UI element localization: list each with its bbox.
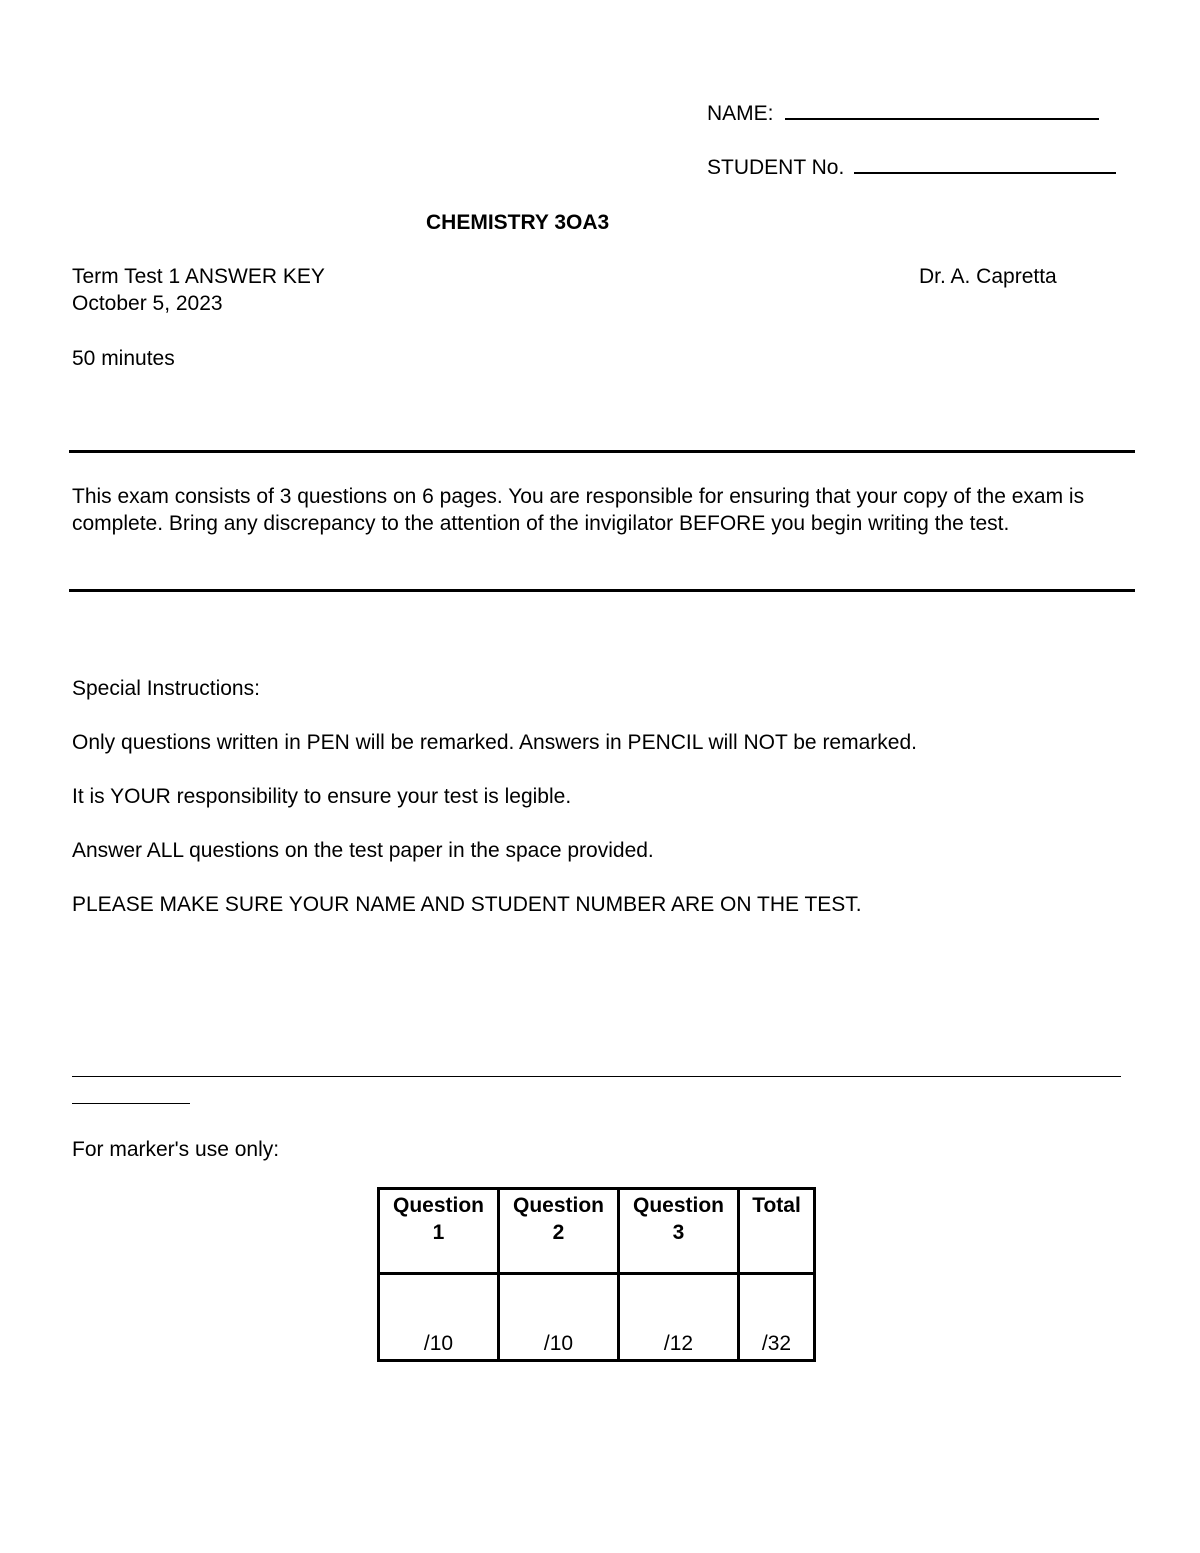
marks-header-line1: Question <box>392 1194 484 1217</box>
instruction-item: It is YOUR responsibility to ensure your test is legible. <box>72 785 572 808</box>
marks-header-cell <box>739 1189 815 1274</box>
marks-table <box>377 1187 816 1362</box>
instruction-item: PLEASE MAKE SURE YOUR NAME AND STUDENT NUMBER ARE ON THE TEST. <box>72 893 862 916</box>
marks-header-cell <box>379 1189 499 1274</box>
separator-line-short <box>72 1103 190 1104</box>
marks-header-line1: Question <box>512 1194 604 1217</box>
marks-header-line1: Total <box>752 1194 801 1217</box>
student-number-field <box>707 154 1116 181</box>
student-number-blank-line[interactable] <box>854 154 1116 174</box>
instruction-item: Only questions written in PEN will be remarked. Answers in PENCIL will NOT be remarked. <box>72 731 917 754</box>
score-max: /32 <box>761 1332 792 1355</box>
course-title: CHEMISTRY 3OA3 <box>426 211 610 234</box>
score-cell[interactable] <box>379 1274 499 1361</box>
marks-header-line2: 1 <box>432 1221 445 1244</box>
marks-table-score-row <box>379 1274 815 1361</box>
special-instructions-heading: Special Instructions: <box>72 677 260 700</box>
student-number-label: STUDENT No. <box>707 156 845 179</box>
score-cell[interactable] <box>499 1274 619 1361</box>
top-divider <box>69 450 1135 453</box>
instruction-item: Answer ALL questions on the test paper in the space provided. <box>72 839 654 862</box>
score-max: /10 <box>423 1332 454 1355</box>
score-cell[interactable] <box>739 1274 815 1361</box>
marks-header-cell <box>619 1189 739 1274</box>
instructor-name: Dr. A. Capretta <box>919 265 1057 288</box>
test-duration: 50 minutes <box>72 347 175 370</box>
marks-header-line1: Question <box>632 1194 724 1217</box>
separator-line <box>72 1076 1121 1077</box>
name-field <box>707 100 1099 127</box>
name-blank-line[interactable] <box>785 100 1099 120</box>
marks-header-line2: 3 <box>672 1221 685 1244</box>
marks-header-line2: 2 <box>552 1221 565 1244</box>
marks-table-header-row <box>379 1189 815 1274</box>
exam-notice: This exam consists of 3 questions on 6 pages. You are responsible for ensuring that your copy of the exam is complete. Bring any discrepancy to the attention of the invigilator BEFORE you begin writing the test. <box>72 485 1085 535</box>
bottom-divider <box>69 589 1135 592</box>
test-title: Term Test 1 ANSWER KEY <box>72 265 325 288</box>
marker-label: For marker's use only: <box>72 1138 280 1161</box>
score-cell[interactable] <box>619 1274 739 1361</box>
score-max: /10 <box>543 1332 574 1355</box>
marks-header-cell <box>499 1189 619 1274</box>
name-label: NAME: <box>707 102 774 125</box>
score-max: /12 <box>663 1332 694 1355</box>
test-date: October 5, 2023 <box>72 292 223 315</box>
